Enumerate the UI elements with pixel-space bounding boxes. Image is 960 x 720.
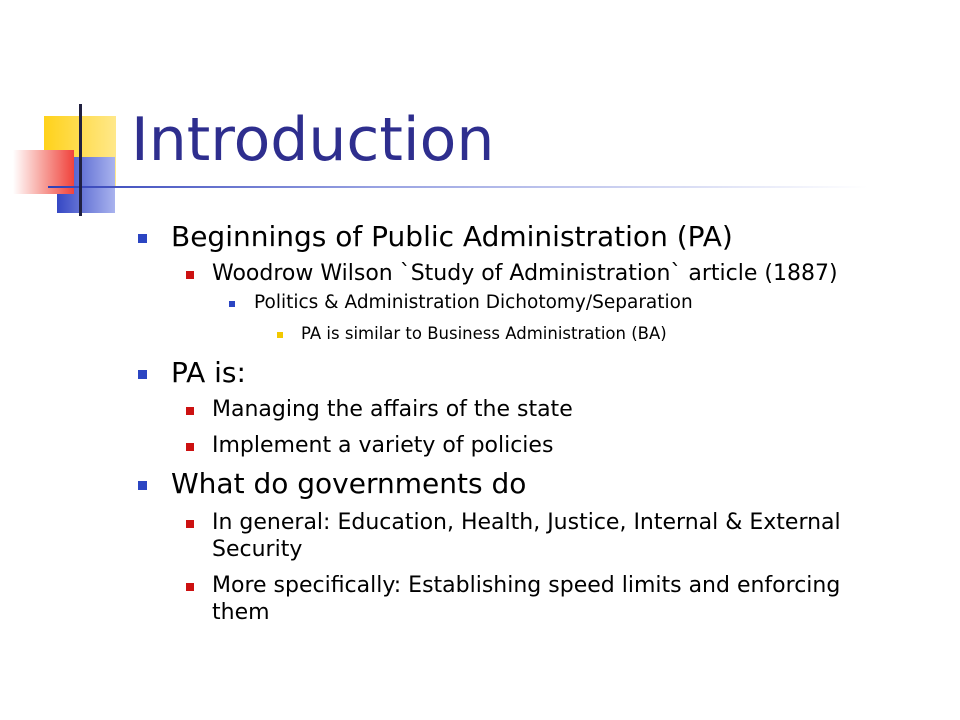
- bullet-text: In general: Education, Health, Justice, Internal & External: [212, 510, 841, 535]
- slide-title: Introduction: [131, 105, 495, 175]
- bullet-text: More specifically: Establishing speed limits and enforcing: [212, 573, 841, 598]
- bullet-item: [171, 467, 526, 501]
- bullet-item: [212, 396, 573, 423]
- square-bullet-icon: [138, 481, 147, 490]
- bullet-item: [254, 292, 693, 314]
- bullet-text-continued: Security: [212, 537, 303, 562]
- bullet-item: [171, 220, 733, 254]
- bullet-item: [212, 509, 841, 563]
- bullet-item: [212, 572, 840, 626]
- square-bullet-icon: [186, 443, 194, 451]
- bullet-text: Beginnings of Public Administration (PA): [171, 220, 733, 253]
- deco-horizontal-rule: [48, 186, 868, 188]
- bullet-text: PA is:: [171, 356, 246, 389]
- bullet-text: PA is similar to Business Administration (BA): [301, 324, 667, 343]
- square-bullet-icon: [229, 301, 235, 307]
- square-bullet-icon: [186, 583, 194, 591]
- square-bullet-icon: [186, 271, 194, 279]
- square-bullet-icon: [277, 332, 283, 338]
- square-bullet-icon: [186, 520, 194, 528]
- bullet-text: Managing the affairs of the state: [212, 397, 573, 422]
- bullet-item: [301, 324, 667, 344]
- bullet-item: [212, 432, 553, 459]
- deco-vertical-line: [79, 104, 82, 216]
- square-bullet-icon: [138, 370, 147, 379]
- square-bullet-icon: [186, 407, 194, 415]
- square-bullet-icon: [138, 234, 147, 243]
- bullet-item: [212, 260, 838, 287]
- bullet-item: [171, 356, 246, 390]
- bullet-text-continued: them: [212, 600, 270, 625]
- bullet-text: Politics & Administration Dichotomy/Separation: [254, 292, 693, 313]
- bullet-text: Implement a variety of policies: [212, 433, 554, 458]
- bullet-text: Woodrow Wilson `Study of Administration` article (1887): [212, 261, 838, 286]
- bullet-text: What do governments do: [171, 467, 527, 500]
